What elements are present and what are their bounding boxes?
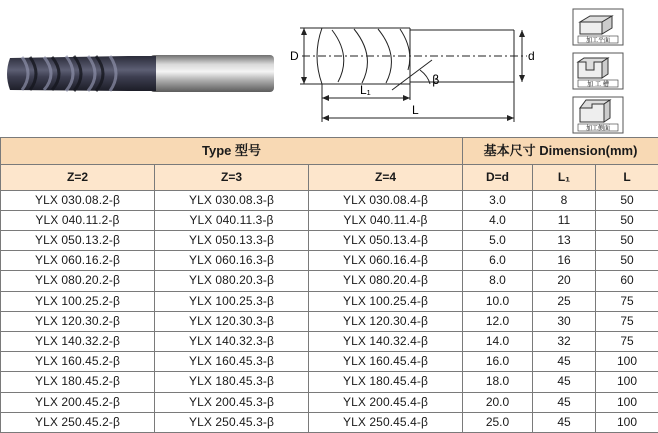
end-mill-photo <box>0 0 290 137</box>
l1-cell: 8 <box>533 190 596 210</box>
col-header-l: L <box>596 165 658 190</box>
col-header-l1: L₁ <box>533 165 596 190</box>
type-z3-cell: YLX 120.30.3-β <box>155 311 309 331</box>
l1-cell: 13 <box>533 230 596 250</box>
diameter-cell: 5.0 <box>463 230 533 250</box>
op-label-side: 加工侧面 <box>585 125 611 132</box>
diameter-cell: 8.0 <box>463 271 533 291</box>
type-z3-cell: YLX 140.32.3-β <box>155 331 309 351</box>
col-header-diameter: D=d <box>463 165 533 190</box>
l-cell: 100 <box>596 412 658 432</box>
type-group-header: Type 型号 <box>1 138 463 165</box>
type-z2-cell: YLX 140.32.2-β <box>1 331 155 351</box>
type-z4-cell: YLX 060.16.4-β <box>309 251 463 271</box>
l1-cell: 45 <box>533 412 596 432</box>
type-z3-cell: YLX 030.08.3-β <box>155 190 309 210</box>
type-z3-cell: YLX 060.16.3-β <box>155 251 309 271</box>
table-row <box>1 331 658 351</box>
col-header-z3: Z=3 <box>155 165 309 190</box>
type-z4-cell: YLX 140.32.4-β <box>309 331 463 351</box>
type-z3-cell: YLX 080.20.3-β <box>155 271 309 291</box>
table-row <box>1 372 658 392</box>
table-row <box>1 251 658 271</box>
type-z2-cell: YLX 250.45.2-β <box>1 412 155 432</box>
operation-icons <box>572 8 652 133</box>
type-z2-cell: YLX 030.08.2-β <box>1 190 155 210</box>
diameter-cell: 20.0 <box>463 392 533 412</box>
dimension-drawing <box>282 0 552 137</box>
label-beta: β <box>432 73 440 87</box>
type-z2-cell: YLX 180.45.2-β <box>1 372 155 392</box>
type-z4-cell: YLX 030.08.4-β <box>309 190 463 210</box>
l1-cell: 45 <box>533 392 596 412</box>
col-header-z4: Z=4 <box>309 165 463 190</box>
l1-cell: 11 <box>533 210 596 230</box>
diameter-cell: 16.0 <box>463 352 533 372</box>
spec-table <box>0 137 658 433</box>
type-z3-cell: YLX 160.45.3-β <box>155 352 309 372</box>
table-row <box>1 412 658 432</box>
table-row <box>1 291 658 311</box>
l-cell: 60 <box>596 271 658 291</box>
op-label-slot: 加 工 槽 <box>587 81 609 88</box>
table-row <box>1 271 658 291</box>
dimension-group-header: 基本尺寸 Dimension(mm) <box>463 138 658 165</box>
type-z2-cell: YLX 200.45.2-β <box>1 392 155 412</box>
type-z2-cell: YLX 040.11.2-β <box>1 210 155 230</box>
l1-cell: 16 <box>533 251 596 271</box>
table-row <box>1 352 658 372</box>
type-z4-cell: YLX 160.45.4-β <box>309 352 463 372</box>
label-d: d <box>528 49 535 63</box>
diameter-cell: 14.0 <box>463 331 533 351</box>
type-z4-cell: YLX 250.45.4-β <box>309 412 463 432</box>
l-cell: 50 <box>596 190 658 210</box>
slot-milling-icon <box>572 52 624 90</box>
face-milling-icon <box>572 8 624 46</box>
type-z4-cell: YLX 180.45.4-β <box>309 372 463 392</box>
diameter-cell: 6.0 <box>463 251 533 271</box>
type-z4-cell: YLX 100.25.4-β <box>309 291 463 311</box>
side-milling-icon <box>572 96 624 134</box>
type-z4-cell: YLX 120.30.4-β <box>309 311 463 331</box>
l-cell: 100 <box>596 392 658 412</box>
l-cell: 100 <box>596 372 658 392</box>
l1-cell: 25 <box>533 291 596 311</box>
type-z3-cell: YLX 100.25.3-β <box>155 291 309 311</box>
op-label-face: 加工平面 <box>585 37 611 44</box>
l-cell: 50 <box>596 230 658 250</box>
diameter-cell: 18.0 <box>463 372 533 392</box>
type-z2-cell: YLX 120.30.2-β <box>1 311 155 331</box>
type-z4-cell: YLX 080.20.4-β <box>309 271 463 291</box>
l-cell: 50 <box>596 251 658 271</box>
label-L1: L₁ <box>360 83 371 97</box>
l-cell: 75 <box>596 311 658 331</box>
diameter-cell: 4.0 <box>463 210 533 230</box>
type-z4-cell: YLX 040.11.4-β <box>309 210 463 230</box>
table-row <box>1 311 658 331</box>
type-z2-cell: YLX 050.13.2-β <box>1 230 155 250</box>
type-z3-cell: YLX 200.45.3-β <box>155 392 309 412</box>
diameter-cell: 10.0 <box>463 291 533 311</box>
table-row <box>1 392 658 412</box>
l1-cell: 30 <box>533 311 596 331</box>
table-column-header-row <box>1 165 658 190</box>
table-row <box>1 230 658 250</box>
product-header <box>0 0 658 137</box>
l-cell: 75 <box>596 291 658 311</box>
l1-cell: 20 <box>533 271 596 291</box>
l-cell: 50 <box>596 210 658 230</box>
diameter-cell: 3.0 <box>463 190 533 210</box>
l1-cell: 45 <box>533 372 596 392</box>
table-row <box>1 190 658 210</box>
type-z3-cell: YLX 050.13.3-β <box>155 230 309 250</box>
type-z4-cell: YLX 050.13.4-β <box>309 230 463 250</box>
label-L: L <box>412 103 419 117</box>
l1-cell: 32 <box>533 331 596 351</box>
type-z2-cell: YLX 060.16.2-β <box>1 251 155 271</box>
type-z2-cell: YLX 160.45.2-β <box>1 352 155 372</box>
table-row <box>1 210 658 230</box>
table-group-header-row <box>1 138 658 165</box>
type-z4-cell: YLX 200.45.4-β <box>309 392 463 412</box>
type-z3-cell: YLX 180.45.3-β <box>155 372 309 392</box>
l1-cell: 45 <box>533 352 596 372</box>
l-cell: 100 <box>596 352 658 372</box>
type-z2-cell: YLX 100.25.2-β <box>1 291 155 311</box>
col-header-z2: Z=2 <box>1 165 155 190</box>
type-z3-cell: YLX 040.11.3-β <box>155 210 309 230</box>
type-z3-cell: YLX 250.45.3-β <box>155 412 309 432</box>
diameter-cell: 25.0 <box>463 412 533 432</box>
l-cell: 75 <box>596 331 658 351</box>
label-D: D <box>290 49 299 63</box>
diameter-cell: 12.0 <box>463 311 533 331</box>
type-z2-cell: YLX 080.20.2-β <box>1 271 155 291</box>
